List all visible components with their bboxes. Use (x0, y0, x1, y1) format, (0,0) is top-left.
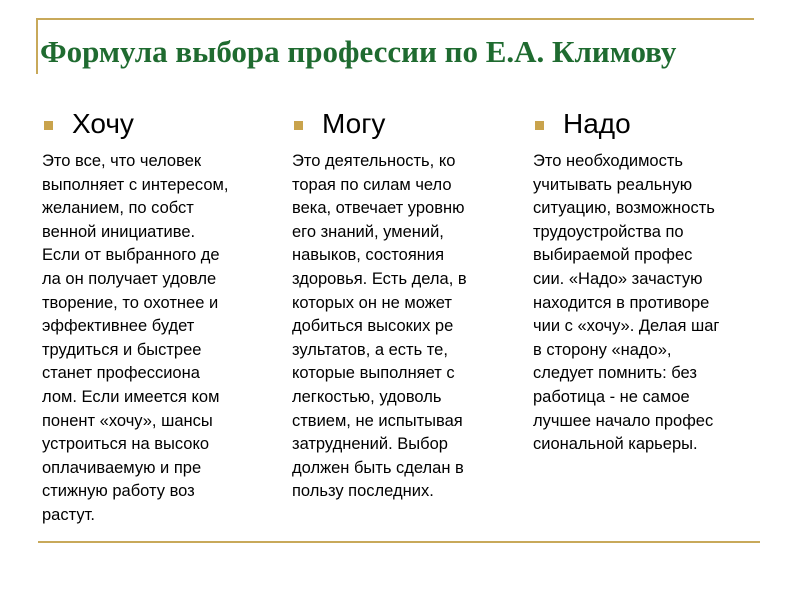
text-line: ствием, не испытывая (292, 411, 463, 430)
text-line: чии с «хочу». Делая шаг (533, 317, 720, 336)
text-line: сии. «Надо» зачастую (533, 269, 703, 288)
text-line: стижную работу воз (42, 482, 195, 501)
text-line: эффективнее будет (42, 317, 195, 336)
text-line: трудиться и быстрее (42, 340, 202, 359)
text-line: учитывать реальную (533, 175, 693, 194)
text-line: затруднений. Выбор (292, 435, 448, 454)
text-line: Это деятельность, ко (292, 152, 456, 170)
text-line: пользу последних. (292, 482, 434, 501)
text-line: торая по силам чело (292, 175, 452, 194)
heading-want: Хочу (72, 108, 134, 139)
text-line: выбираемой профес (533, 246, 693, 265)
square-bullet-icon (294, 121, 303, 130)
text-line: которых он не может (292, 293, 452, 312)
column-want (42, 106, 272, 528)
text-line: легкостью, удоволь (292, 387, 442, 406)
text-line: ситуацию, возможность (533, 199, 715, 218)
text-line: оплачиваемую и пре (42, 458, 202, 477)
text-line: здоровья. Есть дела, в (292, 269, 467, 288)
text-line: добиться высоких ре (292, 317, 454, 336)
column-text (533, 150, 768, 457)
text-line: его знаний, умений, (292, 222, 444, 241)
column-text (42, 150, 272, 528)
column-can (292, 106, 517, 504)
heading-can: Могу (322, 108, 386, 139)
text-line: Это необходимость (533, 152, 684, 170)
column-must (533, 106, 768, 457)
left-accent-line (36, 18, 38, 74)
text-line: венной инициативе. (42, 222, 196, 241)
text-line: ла он получает удовле (42, 269, 217, 288)
text-line: должен быть сделан в (292, 458, 464, 477)
text-line: выполняет с интересом, (42, 175, 229, 194)
text-line: творение, то охотнее и (42, 293, 219, 312)
text-line: следует помнить: без (533, 364, 697, 383)
top-rule (36, 18, 754, 20)
text-line: находится в противоре (533, 293, 710, 312)
text-line: зультатов, а есть те, (292, 340, 448, 359)
text-line: трудоустройства по (533, 222, 684, 241)
text-line: века, отвечает уровню (292, 199, 465, 218)
text-line: в сторону «надо», (533, 340, 672, 359)
column-heading (533, 106, 768, 142)
text-line: лучшее начало профес (533, 411, 714, 430)
text-line: сиональной карьеры. (533, 435, 698, 454)
text-line: желанием, по собст (42, 199, 194, 218)
text-line: устроиться на высоко (42, 435, 210, 454)
text-line: Если от выбранного де (42, 246, 220, 265)
square-bullet-icon (535, 121, 544, 130)
square-bullet-icon (44, 121, 53, 130)
column-heading (292, 106, 517, 142)
bottom-rule (38, 541, 760, 543)
text-line: станет профессиона (42, 364, 200, 383)
text-line: растут. (42, 505, 95, 524)
text-line: Это все, что человек (42, 152, 202, 170)
text-line: понент «хочу», шансы (42, 411, 213, 430)
text-line: лом. Если имеется ком (42, 387, 220, 406)
heading-must: Надо (563, 108, 631, 139)
slide-title: Формула выбора профессии по Е.А. Климову (40, 34, 677, 69)
text-line: навыков, состояния (292, 246, 445, 265)
text-line: которые выполняет с (292, 364, 455, 383)
text-line: работица - не самое (533, 387, 690, 406)
column-text (292, 150, 517, 504)
column-heading (42, 106, 272, 142)
